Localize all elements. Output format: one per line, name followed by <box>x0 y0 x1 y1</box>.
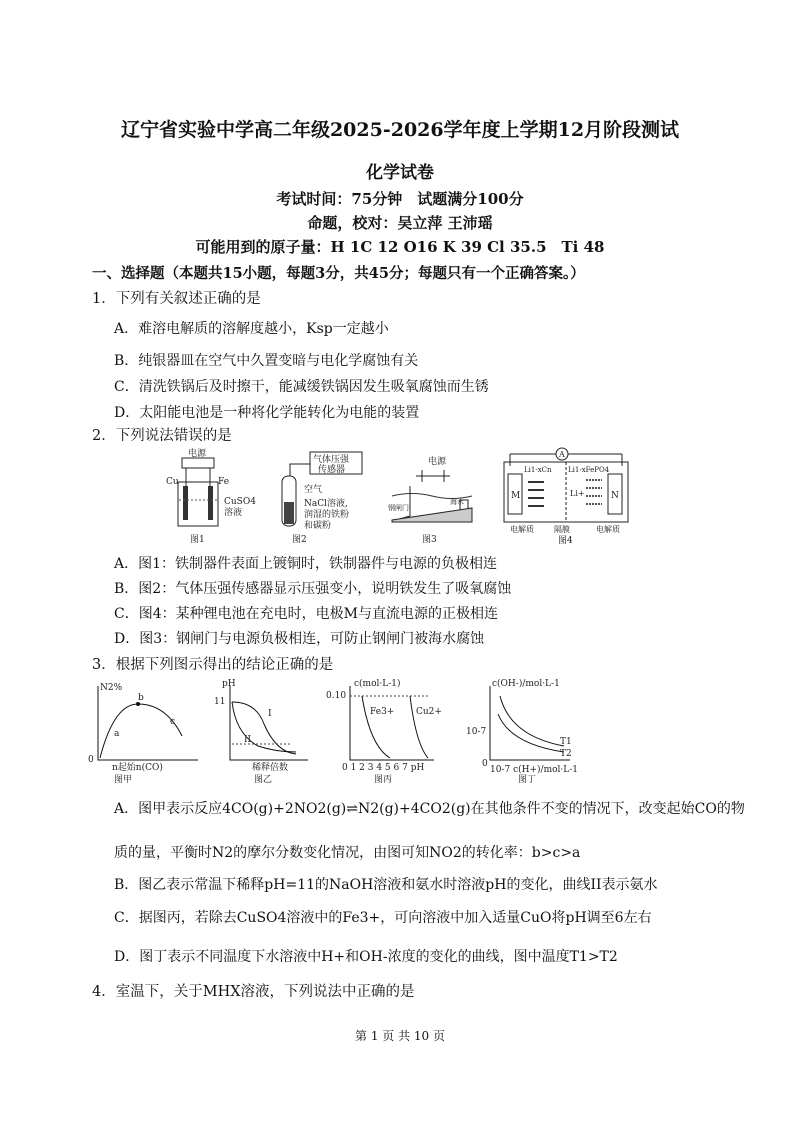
jia-caption: 图甲 <box>114 775 133 784</box>
yi-value-11: 11 <box>214 697 226 707</box>
ding-t1: T1 <box>560 737 572 747</box>
bing-cu-label: Cu2+ <box>416 707 442 717</box>
fig3-power-label: 电源 <box>428 457 447 467</box>
jia-point-a: a <box>114 729 120 739</box>
subject-title: 化学试卷 <box>366 163 434 183</box>
bing-caption: 图丙 <box>374 775 393 784</box>
q3-stem: 3．根据下列图示得出的结论正确的是 <box>92 657 334 673</box>
bing-fe-label: Fe3+ <box>370 707 395 717</box>
q3-option-a-line-1: A．图甲表示反应4CO(g)+2NO2(g)⇌N2(g)+4CO2(g)在其他条件不变的情况下，改变起始CO的物 <box>114 801 745 817</box>
yi-curve-ii: II <box>244 735 252 745</box>
bing-value: 0.10 <box>326 691 347 701</box>
exam-authors: 命题，校对：吴立萍 王沛瑶 <box>307 214 493 232</box>
fig1-cu-label: Cu <box>166 477 179 487</box>
fig1-sol-label-1: CuSO4 <box>224 497 256 507</box>
ding-x-label: 10-7 c(H+)/mol·L-1 <box>490 765 579 775</box>
fig4-ammeter: A <box>559 450 565 459</box>
fig4-electrolyte-1: 电解质 <box>510 525 534 534</box>
fig1-power-label: 电源 <box>188 449 207 459</box>
ding-origin: 0 <box>482 759 488 769</box>
ding-y-value: 10-7 <box>466 727 487 737</box>
q1-option-d: D．太阳能电池是一种将化学能转化为电能的装置 <box>114 405 420 421</box>
fig4-electrode-n: N <box>611 491 619 501</box>
fig1-sol-label-2: 溶液 <box>224 508 243 518</box>
q1-option-b: B．纯银器皿在空气中久置变暗与电化学腐蚀有关 <box>114 353 419 369</box>
q2-figure-2 <box>282 452 362 545</box>
exam-title: 辽宁省实验中学高二年级2025-2026学年度上学期12月阶段测试 <box>120 119 680 141</box>
q2-option-a: A．图1：铁制器件表面上镀铜时，铁制器件与电源的负极相连 <box>114 556 498 572</box>
q3-option-c: C．据图丙，若除去CuSO4溶液中的Fe3+，可向溶液中加入适量CuO将pH调至6左右 <box>114 910 652 926</box>
ding-t2: T2 <box>560 749 572 759</box>
q3-graph-bing <box>326 678 442 784</box>
fig3-gate-label: 钢闸门 <box>388 504 409 512</box>
fig4-li-ion: Li+ <box>570 489 585 498</box>
q2-option-d: D．图3：钢闸门与电源负极相连，可防止钢闸门被海水腐蚀 <box>114 631 485 647</box>
fig2-air-label: 空气 <box>304 485 323 495</box>
jia-origin: 0 <box>88 755 94 765</box>
ding-caption: 图丁 <box>518 775 537 784</box>
q1-option-c: C．清洗铁锅后及时擦干，能减缓铁锅因发生吸氧腐蚀而生锈 <box>114 379 489 395</box>
q3-graphs <box>86 674 606 784</box>
yi-x-label: 稀释倍数 <box>252 763 289 773</box>
q2-stem: 2．下列说法错误的是 <box>92 428 232 444</box>
fig2-material-2: 润湿的铁粉 <box>304 510 350 520</box>
section-heading: 一、选择题（本题共15小题，每题3分，共45分；每题只有一个正确答案。） <box>92 265 585 282</box>
q1-option-a: A．难溶电解质的溶解度越小，Ksp一定越小 <box>114 321 389 337</box>
jia-x-label: n起始n(CO) <box>112 763 163 773</box>
q2-figure-4 <box>504 448 628 546</box>
q3-option-d: D．图丁表示不同温度下水溶液中H+和OH-浓度的变化的曲线，图中温度T1>T2 <box>114 949 618 965</box>
fig1-fe-label: Fe <box>218 477 230 487</box>
q2-figure-1 <box>166 447 256 545</box>
fig2-sensor-label-1: 气体压强 <box>313 455 350 465</box>
yi-y-label: pH <box>222 679 236 689</box>
q3-graph-jia <box>88 683 198 784</box>
fig1-caption: 图1 <box>190 535 205 545</box>
atomic-masses: 可能用到的原子量：H 1C 12 O16 K 39 Cl 35.5 Ti 48 <box>195 238 605 256</box>
page-footer: 第 1 页 共 10 页 <box>355 1029 445 1043</box>
fig4-cathode-material: Li1-xFePO4 <box>568 466 610 474</box>
fig2-material-1: NaCl溶液, <box>304 499 348 509</box>
fig2-sensor-label-2: 传感器 <box>318 465 346 475</box>
fig4-anode-material: Li1-xCn <box>524 466 552 474</box>
fig4-caption: 图4 <box>558 536 573 546</box>
ding-y-label: c(OH-)/mol·L-1 <box>492 679 560 689</box>
q3-graph-ding <box>466 678 578 784</box>
fig3-caption: 图3 <box>422 535 437 545</box>
yi-curve-i: I <box>268 709 272 719</box>
yi-caption: 图乙 <box>254 775 273 784</box>
bing-y-label: c(mol·L-1) <box>354 679 401 689</box>
jia-y-label: N2% <box>100 683 123 693</box>
q3-option-b: B．图乙表示常温下稀释pH=11的NaOH溶液和氨水时溶液pH的变化，曲线II表示氨水 <box>114 877 658 893</box>
q4-stem: 4．室温下，关于MHX溶液，下列说法中正确的是 <box>92 984 415 1000</box>
q2-figures <box>160 446 640 546</box>
fig2-material-3: 和碳粉 <box>304 521 332 531</box>
q2-option-c: C．图4：某种锂电池在充电时，电极M与直流电源的正极相连 <box>114 606 498 622</box>
fig4-electrolyte-2: 电解质 <box>596 525 620 534</box>
jia-point-c: c <box>170 717 176 727</box>
q2-option-b: B．图2：气体压强传感器显示压强变小，说明铁发生了吸氧腐蚀 <box>114 581 512 597</box>
bing-x-ticks: 0 1 2 3 4 5 6 7 pH <box>342 763 425 773</box>
fig3-sea-label: 海水 <box>450 498 464 506</box>
fig2-caption: 图2 <box>292 535 307 545</box>
fig4-separator: 隔膜 <box>554 525 570 534</box>
q1-stem: 1．下列有关叙述正确的是 <box>92 291 261 307</box>
q2-figure-3 <box>388 455 472 545</box>
exam-time-score: 考试时间：75分钟 试题满分100分 <box>276 190 524 208</box>
q3-option-a-line-2: 质的量，平衡时N2的摩尔分数变化情况，由图可知NO2的转化率：b>c>a <box>114 845 581 861</box>
jia-point-b: b <box>138 693 144 703</box>
fig4-electrode-m: M <box>511 491 521 501</box>
q3-graph-yi <box>214 679 308 784</box>
